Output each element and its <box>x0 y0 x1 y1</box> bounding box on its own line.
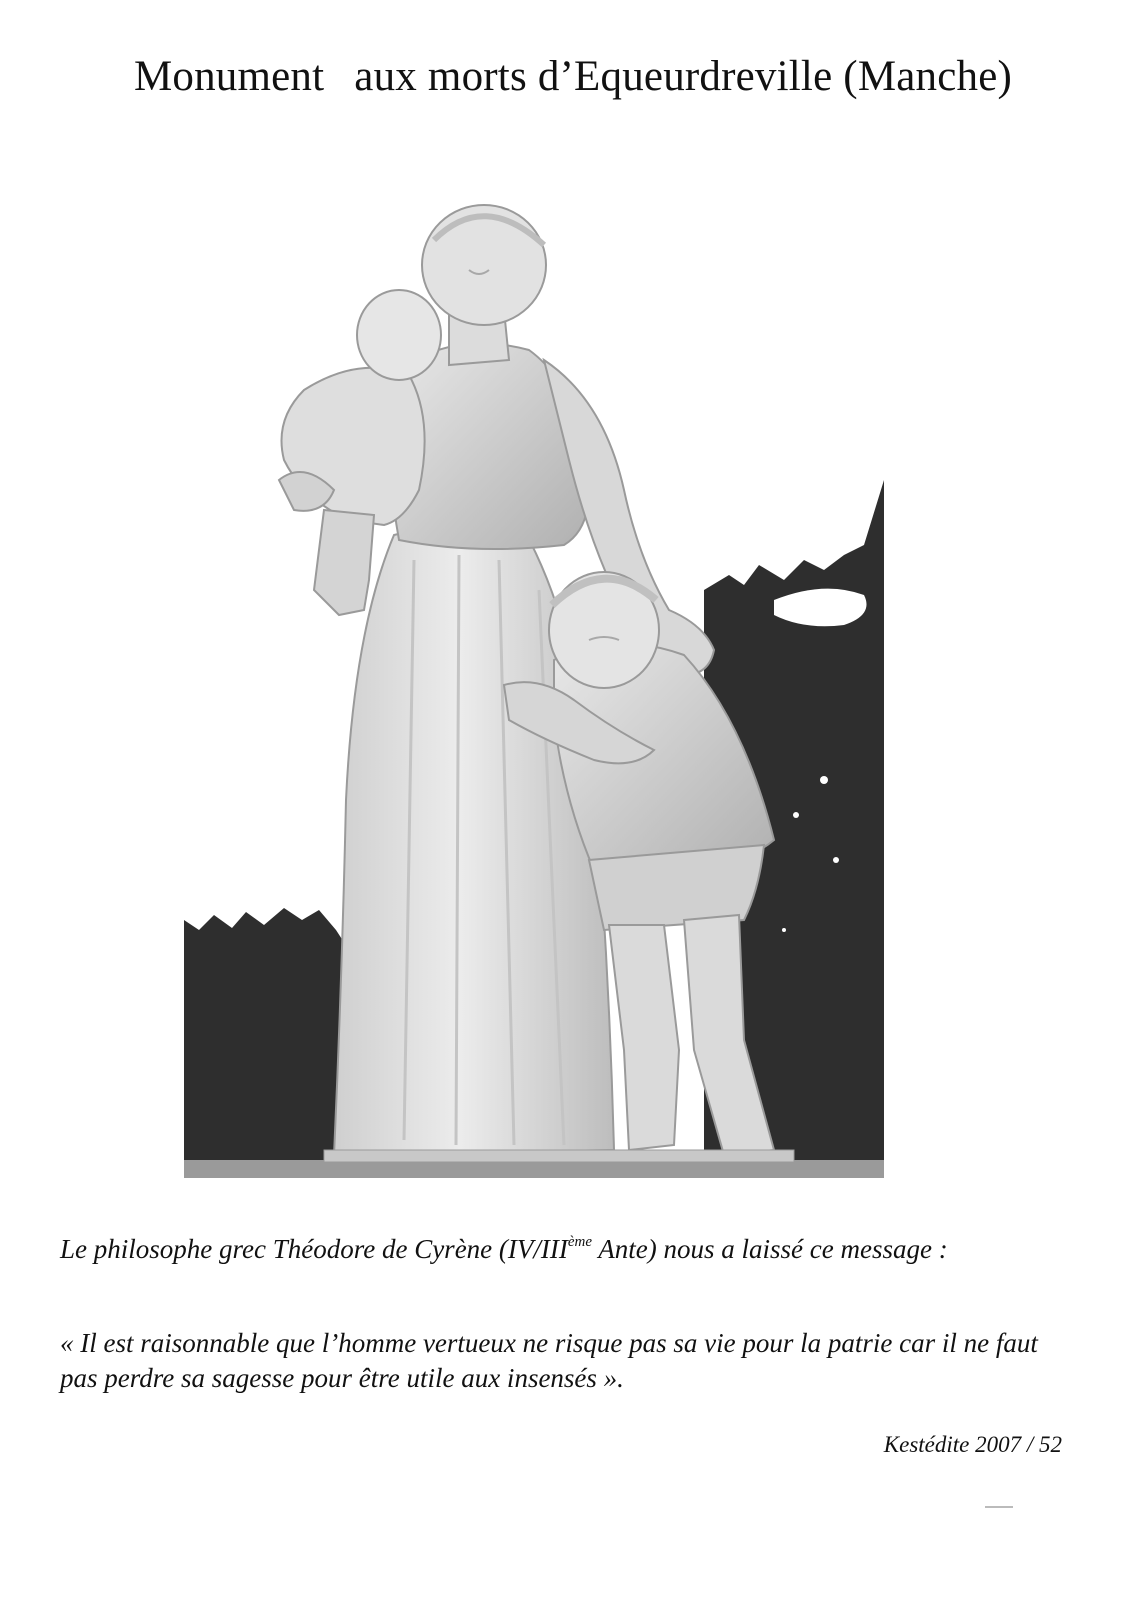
title-part-1: Monument <box>133 53 325 100</box>
scan-mark <box>985 1506 1013 1508</box>
caption-intro-text: Le philosophe grec Théodore de Cyrène (IV/III <box>60 1234 568 1264</box>
credit-line: Kestédite 2007 / 52 <box>883 1432 1062 1457</box>
statue-image <box>184 160 884 1178</box>
toddler-head <box>357 290 441 380</box>
caption-intro <box>60 1232 1080 1267</box>
monument-photo <box>184 160 884 1178</box>
foliage-left <box>184 908 349 1172</box>
caption-intro-end: Ante) nous a laissé ce message : <box>592 1234 948 1264</box>
title-part-2: aux morts d’Equeurdreville (Manche) <box>354 53 1013 100</box>
caption-superscript: ème <box>567 1234 593 1250</box>
caption-quote: « Il est raisonnable que l’homme vertueux ne risque pas sa vie pour la patrie car il ne faut pas perdre sa sagesse pour être utile aux insensés ». <box>60 1328 1038 1393</box>
page-title <box>0 52 1146 101</box>
woman-head <box>422 205 546 325</box>
